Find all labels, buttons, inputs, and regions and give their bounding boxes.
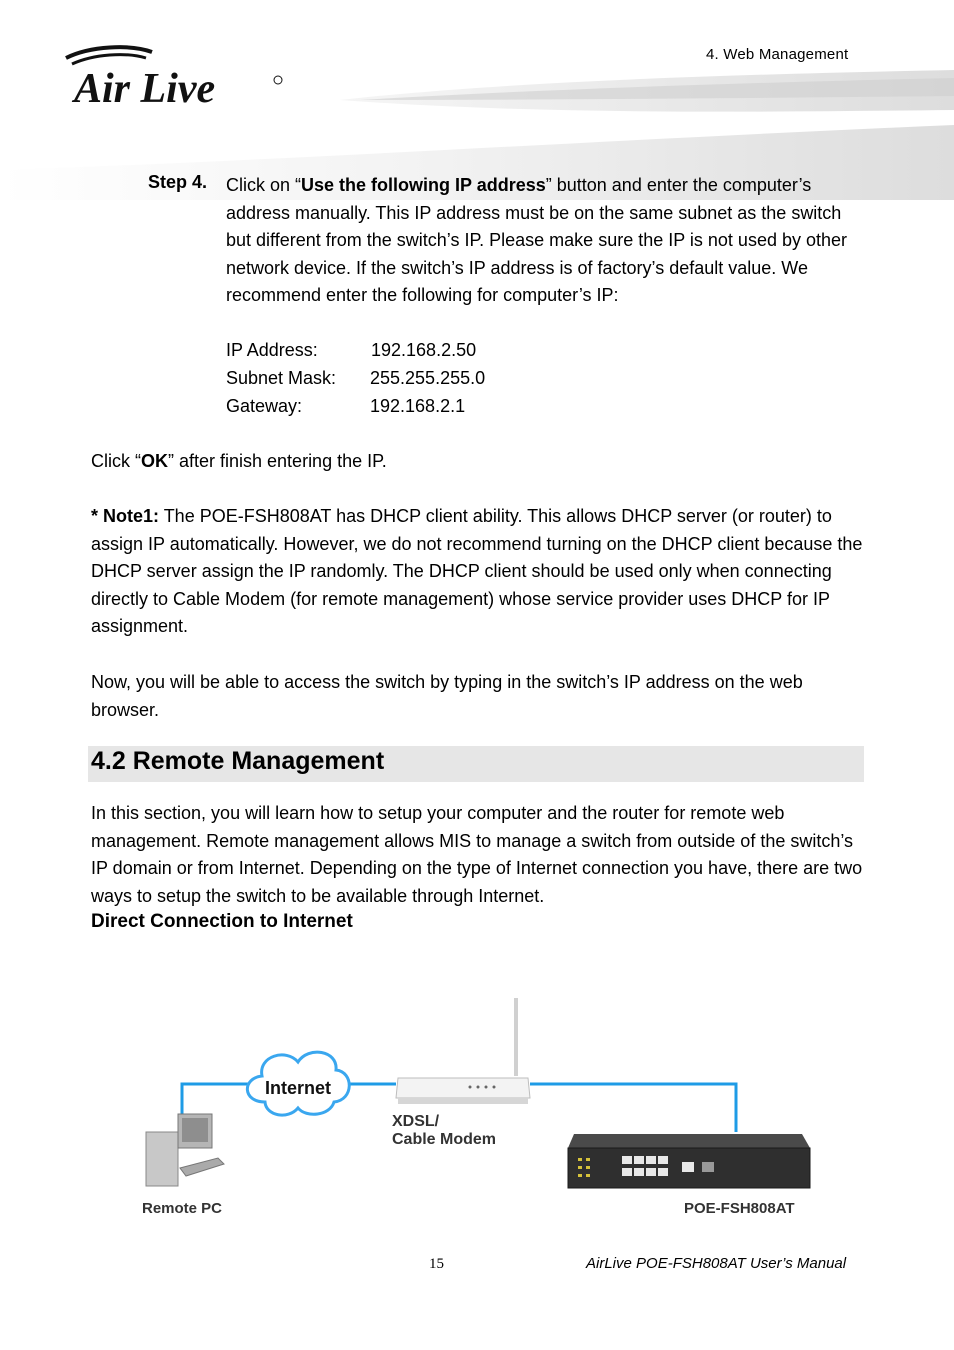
- switch-icon: [568, 1134, 810, 1217]
- gateway-row: [0, 396, 954, 418]
- step-text: [226, 172, 866, 310]
- subnet-mask-row: [0, 368, 954, 390]
- page-number: 15: [429, 1256, 444, 1272]
- step-text-post: ” button and enter the computer’s address manually. This IP address must be on the same subnet as the switch but different from the switch’s IP. Please make sure the IP is not used by other network device. If the switch’s IP address is of factory’s default value. We recommend enter the following for computer’s IP:: [226, 175, 848, 306]
- note1-paragraph: [91, 503, 867, 641]
- ip-address-row: [0, 340, 954, 362]
- click-ok-post: ” after finish entering the IP.: [168, 451, 387, 471]
- pc-label: Remote PC: [142, 1200, 223, 1217]
- step-text-bold: Use the following IP address: [301, 175, 546, 195]
- airlive-logo: [60, 44, 290, 108]
- chapter-heading: 4. Web Management: [706, 46, 849, 63]
- step-label: Step 4.: [148, 172, 208, 192]
- subnet-mask-value: 255.255.255.0: [370, 368, 486, 388]
- gateway-value: 192.168.2.1: [370, 396, 466, 416]
- section-title: 4.2 Remote Management: [91, 747, 385, 775]
- note1-text: The POE-FSH808AT has DHCP client ability. This allows DHCP server (or router) to assign IP automatically. However, we do not recommend turning on the DHCP client because the DHCP server assign the IP randomly. The DHCP client should be used only when connecting directly to Cable Modem (for remote management) whose service provider uses DHCP for IP assignment.: [91, 506, 863, 637]
- ip-address-value: 192.168.2.50: [371, 340, 477, 360]
- subnet-mask-key: Subnet Mask:: [226, 368, 337, 388]
- internet-cloud: [247, 1052, 349, 1115]
- network-diagram: [130, 990, 830, 1220]
- logo-text: Air Live: [74, 66, 216, 108]
- sub-title: Direct Connection to Internet: [91, 911, 353, 932]
- modem-label-2: Cable Modem: [392, 1131, 497, 1148]
- click-ok-bold: OK: [141, 451, 168, 471]
- line-modem-switch: [530, 1084, 736, 1132]
- switch-label: POE-FSH808AT: [684, 1200, 795, 1217]
- modem-icon: [392, 998, 530, 1148]
- click-ok-pre: Click “: [91, 451, 141, 471]
- modem-label-1: XDSL/: [392, 1113, 440, 1130]
- now-paragraph: Now, you will be able to access the switch by typing in the switch’s IP address on the web browser.: [91, 672, 803, 720]
- click-ok-text: [91, 448, 867, 476]
- remote-pc-icon: [142, 1114, 224, 1217]
- section-intro: In this section, you will learn how to setup your computer and the router for remote web management. Remote management allows MIS to manage a switch from outside of the switch’s IP domain or from Internet. Depending on the type of Internet connection you have, there are two ways to setup the switch to be available through Internet.: [91, 803, 863, 906]
- ip-address-key: IP Address:: [226, 340, 318, 360]
- internet-label: Internet: [264, 1078, 332, 1098]
- gateway-key: Gateway:: [226, 396, 303, 416]
- manual-title: AirLive POE-FSH808AT User’s Manual: [586, 1255, 847, 1272]
- step-text-pre: Click on “: [226, 175, 302, 195]
- note1-label: * Note1:: [91, 506, 160, 526]
